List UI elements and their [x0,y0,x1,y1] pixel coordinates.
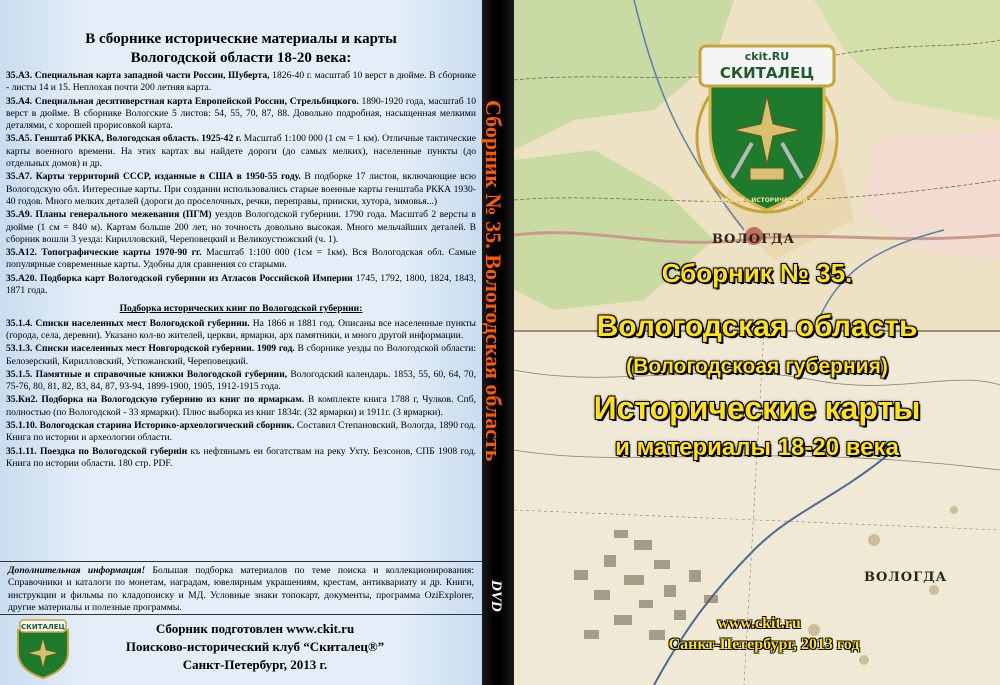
list-item [6,247,476,272]
front-city-year: Санкт-Петербург, 2013 год [668,636,860,653]
book-text: къ нефтянымъ еи богатствам на реку Ухту. Безсонов, СПБ 1908 год. Книга по истории области. 180 стр. PDF. [6,445,476,469]
back-title [10,30,472,68]
front-panel [514,0,1000,685]
item-heading: 35.А5. Генштаб РККА, Вологодская область. 1925-42 г. [6,133,242,145]
book-heading: 35.1.4. Списки населенных мест Вологодской губернии. [6,317,250,329]
back-title-line1: В сборнике исторические материалы и карты [85,31,397,47]
front-region-subtitle: (Вологодскоая губерния) [626,355,888,378]
item-text: 1890-1920 года, масштаб 10 верст в дюйме. В сборнике Вологские 5 листов: 54, 55, 70, 87, 88. Довольно подробная, насыщенная мелкими деталями, с хорошей прорисовкой карта. [6,95,476,132]
item-heading: 35.А12. Топографические карты 1970-90 гг. [6,247,202,259]
item-heading: 35.А4. Специальная десятиверстная карта Европейской России, Стрельбицкого. [6,95,359,107]
logo-ring-text: ПОИСКОВО - ИСТОРИЧЕСКИЙ КЛУБ [705,197,829,204]
spine [482,0,514,685]
item-heading: 35.А3. Специальная карта западной части России, Шуберта, [6,70,270,81]
books-heading: Подборка исторических книг по Вологодской губернии: [119,303,363,315]
book-item [6,394,476,419]
front-maps-title: Исторические карты [593,390,921,426]
book-heading: 35.1.5. Памятные и справочные книжки Вологодской губернии, [6,368,288,380]
item-heading: 35.А20. Подборка карт Вологодской губернии из Атласов Российской Империи [6,272,353,284]
footer-city-year: Санкт-Петербург, 2013 г. [182,657,328,672]
back-panel [0,0,482,685]
book-text: Вологодский календарь. 1853, 55, 60, 64, 70, 75-76, 80, 81, 82, 83, 84, 87, 93-94, 1899-1900, 1905, 1912-1915 года. [6,368,477,393]
item-heading: 35.А7. Карты территорий СССР, изданные в США в 1950-55 году. [6,171,301,183]
item-text: Масштаб 1:100 000 (1 см = 1 км). Отличные тактические карты военного времени. На этих картах вы найдете дороги (до самых мелких), населенные пункты (до отдельных домов) и др. [6,133,477,170]
small-logo-text: СКИТАЛЕЦ [21,623,65,631]
logo-site-text: ckit.RU [744,50,790,63]
book-item [6,369,476,394]
item-text: Масштаб 1:100 000 (1см = 1км). Вся Вологодская обл. Самые популярные современные карты. Удобны для сравнения со старыми. [6,247,476,271]
front-region-title: Вологодская область [596,310,918,343]
spine-title: Сборник № 35. Вологодская область [481,100,506,462]
item-heading: 35.А9. Планы генерального межевания (ПГМ) [6,209,212,221]
book-heading: 53.1.3. Списки населенных мест Новгородской губернии. 1909 год. [6,343,295,355]
list-item [6,209,476,246]
info-body: Большая подборка материалов по теме поиска и коллекционирования: Справочники и каталоги по монетам, наградам, ювелирным украшениям, крестам, антиквариату и др. Книги, инструкции и фильмы по кладопоиску и МД. Условные знаки топокарт, документы, программа OziExplorer, другие материалы и полезные программы. [8,565,474,613]
book-item [6,318,476,343]
additional-info-text [8,565,474,614]
item-text: уездов Вологодской губернии. 1790 года. Масштаб 2 версты в дюйме (1 см = 840 м). Картам больше 200 лет, но точность довольно высокая. Много мельчайших деталей. В сборник вошли 3 уезда: Кирилловский, Череповецкий и Великоустюжский (ч. 1). [6,209,476,245]
additional-info-box [0,561,482,615]
item-text: 1745, 1792, 1800, 1824, 1843, 1871 года. [6,272,477,297]
list-item [6,171,476,208]
footer-club-name: Поисково-исторический клуб “Скиталец®” [125,639,385,654]
front-site-url: www.ckit.ru [717,615,801,632]
book-item [6,343,476,368]
front-materials-title: и материалы 18-20 века [615,434,899,461]
list-item [6,96,476,133]
item-text: 1826-40 г. масштаб 10 верст в дюйме. В сборнике - листы 14 и 15. Неплохая почти 200 летняя карта. [6,70,476,94]
book-heading: 35.1.10. Вологодская старина Историко-археологический сборник. [6,420,295,432]
book-item [6,420,476,445]
info-heading: Дополнительная информация! [8,565,146,576]
club-shield-logo [692,38,842,216]
item-text: В подборке 17 листов, включающие всю Вологодскую обл. Интересные карты. При создании использовались старые военные карты генштаба РККА 1930-40 годов. Много мелких деталей (дороги до проселочных, речки, переправы, прииски, хутора, зимовья...) [6,171,476,207]
list-item [6,273,476,298]
back-footer [105,620,405,674]
list-item [6,70,476,95]
book-text: В сборнике уезды по Вологодской области: Белозерский, Кирилловский, Устюжанский, Череповецкий. [6,343,477,367]
list-item [6,133,476,170]
contents-list [6,70,476,471]
spine-dvd-label: DVD [488,580,504,612]
footer-prepared-by: Сборник подготовлен www.ckit.ru [155,621,355,636]
back-title-line2: Вологодской области 18-20 века: [130,50,352,66]
book-item [6,446,476,471]
club-shield-logo-small [14,616,72,680]
book-heading: 35.1.11. Поездка по Вологодской губернін [6,445,188,457]
map-label-vologda-top: ВОЛОГДА [712,232,796,247]
map-label-vologda-bottom: ВОЛОГДА [864,570,948,585]
book-text: Составил Степановский, Вологда, 1890 год. Книга по истории и археологии области. [6,420,476,444]
book-heading: 35.Кн2. Подборка на Вологодскую губернию из книг по ярмаркам. [6,394,305,406]
logo-name-text: СКИТАЛЕЦ [719,64,815,82]
front-collection-number: Сборник № 35. [661,258,853,288]
book-text: В комплекте книга 1788 г, Чулков. Спб, полностью (по Вологодской - 33 ярмарки). Плюс выборка из книг 1834г. (32 ярмарки) и 1911г. (3 ярмарки). [6,394,476,418]
book-text: На 1866 и 1881 год. Описаны все населенные пункты (города, села, деревни). Указано кол-во жителей, церкви, ярмарки, арх памятники, и много другой информации. [6,317,476,341]
